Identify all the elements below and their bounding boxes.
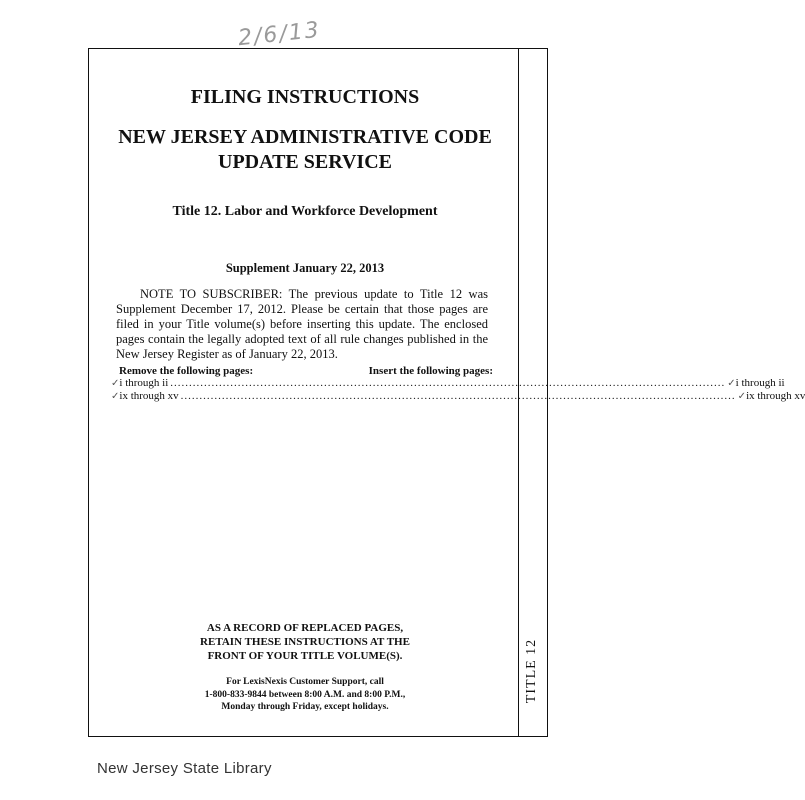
checkmark-icon: ✓ <box>111 391 120 402</box>
dot-leader: .................................................................................................................................................... <box>180 390 736 402</box>
pages-table-header <box>119 365 493 377</box>
remove-pages: i through ii <box>119 377 169 389</box>
spine-label: TITLE 12 <box>524 638 539 704</box>
handwritten-mark: 2/6/13 <box>236 17 322 52</box>
customer-support <box>89 676 521 714</box>
checkmark-icon: ✓ <box>111 378 120 389</box>
table-row <box>111 377 785 390</box>
spine-tab <box>518 49 547 736</box>
support-line3: Monday through Friday, except holidays. <box>221 702 389 712</box>
sheet-content <box>89 49 805 736</box>
code-title-line1: NEW JERSEY ADMINISTRATIVE CODE <box>118 126 492 148</box>
record-line2: RETAIN THESE INSTRUCTIONS AT THE <box>200 636 410 648</box>
page-title: FILING INSTRUCTIONS <box>190 86 420 108</box>
table-row <box>111 390 805 403</box>
checkmark-icon: ✓ <box>737 391 747 402</box>
dot-leader: .................................................................................................................................................... <box>170 377 726 389</box>
code-title <box>89 125 521 175</box>
support-line1: For LexisNexis Customer Support, call <box>226 677 384 687</box>
support-line2: 1-800-833-9844 between 8:00 A.M. and 8:00 P.M., <box>204 689 406 700</box>
insert-pages: i through ii <box>735 377 785 389</box>
code-title-line2: UPDATE SERVICE <box>218 151 392 173</box>
supplement-date: Supplement January 22, 2013 <box>225 261 385 275</box>
subscriber-note: NOTE TO SUBSCRIBER: The previous update to Title 12 was Supplement December 17, 2012. Please be certain that those pages are filed in your Title volume(s) before inserting this update. The enclosed pages contain the legally adopted text of all rule changes published in the New Jersey Register as of January 22, 2013. <box>116 287 488 361</box>
library-stamp: New Jersey State Library <box>97 760 272 777</box>
record-line1: AS A RECORD OF REPLACED PAGES, <box>206 622 404 634</box>
title-name: Title 12. Labor and Workforce Development <box>172 204 438 219</box>
remove-pages: ix through xv <box>119 390 179 402</box>
remove-header: Remove the following pages: <box>119 365 254 377</box>
record-line3: FRONT OF YOUR TITLE VOLUME(S). <box>207 650 403 662</box>
insert-header: Insert the following pages: <box>368 365 493 377</box>
pages-table <box>111 365 805 403</box>
record-instructions <box>89 621 521 663</box>
insert-pages: ix through xv <box>746 390 805 402</box>
checkmark-icon: ✓ <box>727 378 736 389</box>
instruction-sheet <box>88 48 805 737</box>
